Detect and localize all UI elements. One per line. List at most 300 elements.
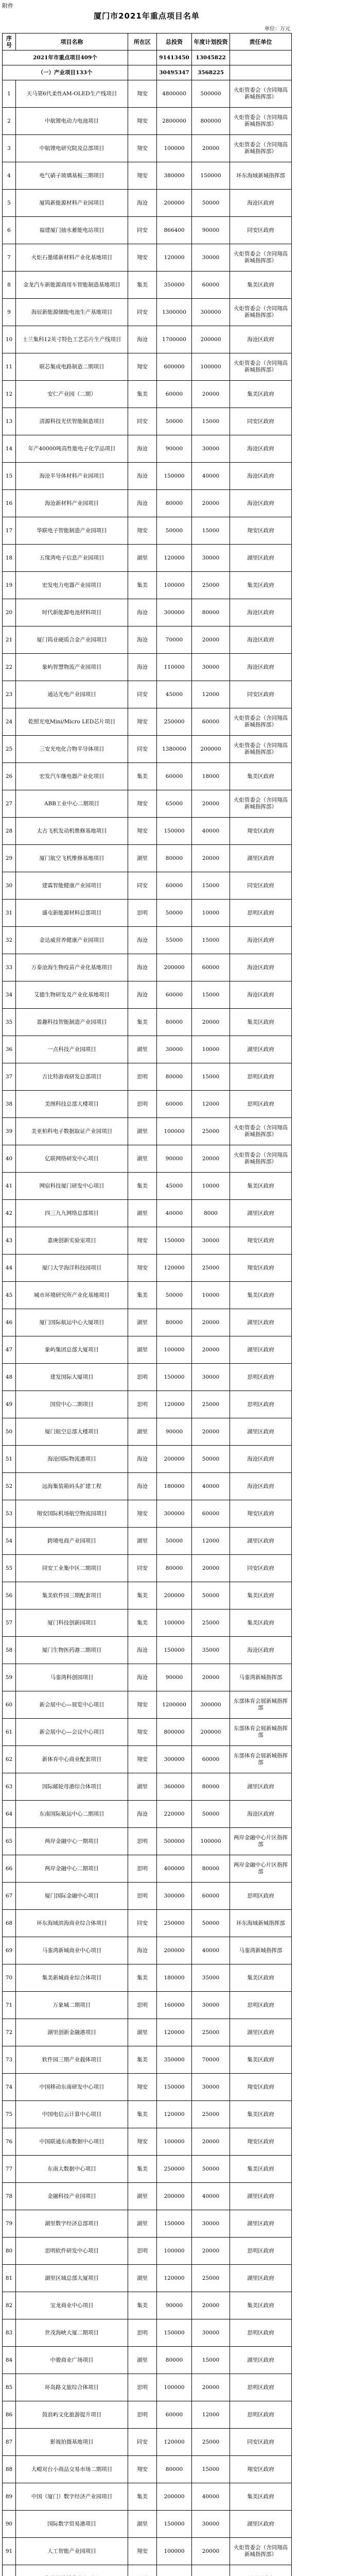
responsible-unit-cell: 同安区政府 (230, 1555, 292, 1582)
annual-investment-cell: 60000 (192, 272, 230, 299)
district-cell: 翔安 (128, 244, 157, 272)
row-number-cell: 31 (3, 900, 16, 927)
row-number-cell: 66 (3, 1855, 16, 1883)
district-cell: 湖里 (128, 2511, 157, 2538)
table-row (3, 2156, 292, 2183)
responsible-unit-cell: 集美区政府 (230, 2292, 292, 2319)
responsible-unit-cell: 湖里区政府 (230, 1528, 292, 1555)
project-name-cell: 环岛路文旅综合体项目 (16, 2374, 128, 2401)
row-number-cell: 9 (3, 299, 16, 326)
row-number-cell: 3 (3, 135, 16, 162)
district-cell: 湖里 (128, 2347, 157, 2374)
district-cell: 思明 (128, 1883, 157, 1910)
project-name-cell (16, 2565, 128, 2576)
project-name-cell: 中骏商业广场项目 (16, 2347, 128, 2374)
responsible-unit-cell: 火炬管委会（含同翔高新城指挥部） (230, 1145, 292, 1173)
summary-industry-unit (230, 65, 292, 80)
responsible-unit-cell: 湖里区政府 (230, 1309, 292, 1336)
annual-investment-cell: 25000 (192, 2101, 230, 2128)
district-cell: 翔安 (128, 2128, 157, 2156)
annual-investment-cell: 50000 (192, 190, 230, 217)
district-cell: 海沧 (128, 1664, 157, 1691)
responsible-unit-cell (230, 2565, 292, 2576)
total-investment-cell: 380000 (157, 162, 192, 190)
project-name-cell: 万象城二期项目 (16, 1992, 128, 2019)
annual-investment-cell: 60000 (192, 1883, 230, 1910)
summary-row-industry (3, 65, 292, 80)
responsible-unit-cell: 两岸金融中心片区指挥部 (230, 1855, 292, 1883)
total-investment-cell: 60000 (157, 1091, 192, 1118)
responsible-unit-cell: 火炬管委会（含同翔高新城指挥部） (230, 80, 292, 108)
project-name-cell: 世茂海峡大厦二期项目 (16, 2319, 128, 2347)
row-number-cell: 67 (3, 1883, 16, 1910)
total-investment-cell: 50000 (157, 408, 192, 435)
table-row (3, 2374, 292, 2401)
district-cell: 同安 (128, 736, 157, 763)
project-name-cell: 中国（厦门）数字经济产业园项目 (16, 2483, 128, 2511)
project-name-cell: 思明软件研发中心项目 (16, 2238, 128, 2265)
row-number-cell: 54 (3, 1528, 16, 1555)
row-number-cell: 55 (3, 1555, 16, 1582)
total-investment-cell: 110000 (157, 654, 192, 681)
total-investment-cell: 2800000 (157, 108, 192, 135)
total-investment-cell: 100000 (157, 2374, 192, 2401)
project-name-cell: 集美软件园三期配套项目 (16, 1582, 128, 1609)
district-cell: 湖里 (128, 2183, 157, 2210)
responsible-unit-cell: 海沧区政府 (230, 954, 292, 981)
table-row (3, 108, 292, 135)
responsible-unit-cell: 海沧区政府 (230, 1446, 292, 1473)
project-name-cell: 建霖智能健康产业园项目 (16, 872, 128, 900)
project-name-cell: 万泰沧海生物疫苗产业化基地项目 (16, 954, 128, 981)
table-row (3, 1637, 292, 1664)
project-name-cell: 软件园三期产业载体项目 (16, 2046, 128, 2074)
row-number-cell: 61 (3, 1719, 16, 1746)
district-cell: 翔安 (128, 1255, 157, 1282)
row-number-cell: 58 (3, 1637, 16, 1664)
row-number-cell: 72 (3, 2019, 16, 2046)
table-row (3, 162, 292, 190)
row-number-cell: 12 (3, 381, 16, 408)
responsible-unit-cell: 湖里区政府 (230, 1336, 292, 1364)
project-name-cell: 清源科技光伏智能制造项目 (16, 408, 128, 435)
annual-investment-cell: 200000 (192, 736, 230, 763)
project-name-cell: 海辰新能源储能电池生产基地项目 (16, 299, 128, 326)
project-name-cell: 中国联通东南数据中心项目 (16, 2128, 128, 2156)
responsible-unit-cell: 海沧区政府 (230, 927, 292, 954)
district-cell: 思明 (128, 1828, 157, 1855)
project-name-cell: 建发国际大厦项目 (16, 1364, 128, 1391)
annual-investment-cell: 40000 (192, 2183, 230, 2210)
project-name-cell: 金达威营养健康产业园项目 (16, 927, 128, 954)
table-row (3, 2319, 292, 2347)
annual-investment-cell: 800000 (192, 108, 230, 135)
annual-investment-cell: 15000 (192, 517, 230, 545)
total-investment-cell: 60000 (157, 763, 192, 790)
table-row (3, 1964, 292, 1992)
annual-investment-cell: 15000 (192, 2347, 230, 2374)
annual-investment-cell: 70000 (192, 2046, 230, 2074)
table-row (3, 353, 292, 381)
annual-investment-cell: 60000 (192, 708, 230, 736)
total-investment-cell: 250000 (157, 708, 192, 736)
table-row (3, 1719, 292, 1746)
row-number-cell: 50 (3, 1418, 16, 1446)
annual-investment-cell: 20000 (192, 1145, 230, 1173)
unit-note: 单位：万元 (265, 26, 290, 32)
row-number-cell: 5 (3, 190, 16, 217)
project-name-cell: 厦门航空飞机维修基地项目 (16, 845, 128, 872)
total-investment-cell: 4800000 (157, 80, 192, 108)
district-cell: 集美 (128, 1173, 157, 1200)
responsible-unit-cell: 海沧区政府 (230, 1801, 292, 1828)
total-investment-cell: 150000 (157, 818, 192, 845)
total-investment-cell: 866400 (157, 217, 192, 244)
district-cell: 翔安 (128, 1500, 157, 1528)
row-number-cell: 27 (3, 790, 16, 818)
total-investment-cell: 100000 (157, 572, 192, 599)
project-name-cell: 华联电子智能制造产业园项目 (16, 517, 128, 545)
table-row (3, 1418, 292, 1446)
responsible-unit-cell: 湖里区政府 (230, 2183, 292, 2210)
responsible-unit-cell: 海沧区政府 (230, 490, 292, 517)
responsible-unit-cell: 火炬管委会（含同翔高新城指挥部） (230, 790, 292, 818)
table-row (3, 2265, 292, 2292)
table-row (3, 2101, 292, 2128)
table-row (3, 135, 292, 162)
table-row (3, 2483, 292, 2511)
table-row (3, 463, 292, 490)
header-total: 总投资 (157, 33, 192, 50)
project-name-cell: 安仁产业园（二期） (16, 381, 128, 408)
row-number-cell: 33 (3, 954, 16, 981)
row-number-cell: 15 (3, 463, 16, 490)
responsible-unit-cell: 集美区政府 (230, 1964, 292, 1992)
total-investment-cell: 100000 (157, 1118, 192, 1145)
district-cell: 湖里 (128, 1309, 157, 1336)
annual-investment-cell: 40000 (192, 463, 230, 490)
responsible-unit-cell: 火炬管委会（含同翔高新城指挥部） (230, 1118, 292, 1145)
district-cell: 翔安 (128, 353, 157, 381)
total-investment-cell: 90000 (157, 1418, 192, 1446)
row-number-cell: 30 (3, 872, 16, 900)
header-annual: 年度计划投资 (192, 33, 230, 50)
total-investment-cell: 90000 (157, 435, 192, 463)
annual-investment-cell: 300000 (192, 299, 230, 326)
total-investment-cell: 50000 (157, 900, 192, 927)
row-number-cell: 73 (3, 2046, 16, 2074)
total-investment-cell: 100000 (157, 2538, 192, 2565)
total-investment-cell: 120000 (157, 2265, 192, 2292)
table-row (3, 1609, 292, 1637)
annual-investment-cell: 500000 (192, 80, 230, 108)
table-row (3, 1227, 292, 1255)
district-cell: 思明 (128, 2319, 157, 2347)
header-unit: 责任单位 (230, 33, 292, 50)
row-number-cell: 41 (3, 1173, 16, 1200)
summary-industry-district (128, 65, 157, 80)
table-row (3, 845, 292, 872)
row-number-cell: 83 (3, 2319, 16, 2347)
annual-investment-cell: 80000 (192, 1773, 230, 1801)
responsible-unit-cell: 翔安区政府 (230, 1500, 292, 1528)
table-row (3, 1937, 292, 1964)
project-name-cell: 盈趣科技智能制造产业园项目 (16, 1009, 128, 1036)
table-row (3, 326, 292, 353)
annual-investment-cell: 10000 (192, 900, 230, 927)
annual-investment-cell: 50000 (192, 1446, 230, 1473)
total-investment-cell: 100000 (157, 1609, 192, 1637)
total-investment-cell: 250000 (157, 2156, 192, 2183)
responsible-unit-cell: 思明区政府 (230, 1992, 292, 2019)
district-cell: 同安 (128, 217, 157, 244)
table-row (3, 1336, 292, 1364)
annual-investment-cell: 12000 (192, 1528, 230, 1555)
row-number-cell: 39 (3, 1118, 16, 1145)
responsible-unit-cell: 火炬管委会（含同翔高新城指挥部） (230, 135, 292, 162)
district-cell: 湖里 (128, 2265, 157, 2292)
table-row (3, 435, 292, 463)
project-name-cell: 集美新城商业综合体项目 (16, 1964, 128, 1992)
district-cell: 翔安 (128, 2456, 157, 2483)
project-name-cell: 网宿科技厦门研发中心项目 (16, 1173, 128, 1200)
row-number-cell: 57 (3, 1609, 16, 1637)
row-number-cell: 77 (3, 2156, 16, 2183)
header-row (3, 33, 292, 50)
district-cell: 思明 (128, 2238, 157, 2265)
project-name-cell: 金龙汽车新能源商用车智能制造基地项目 (16, 272, 128, 299)
row-number-cell: 80 (3, 2238, 16, 2265)
annual-investment-cell: 30000 (192, 1992, 230, 2019)
total-investment-cell: 220000 (157, 1801, 192, 1828)
district-cell: 同安 (128, 1555, 157, 1582)
total-investment-cell: 40000 (157, 1200, 192, 1227)
district-cell: 海沧 (128, 1637, 157, 1664)
total-investment-cell (157, 2565, 192, 2576)
annual-investment-cell: 20000 (192, 2128, 230, 2156)
total-investment-cell: 120000 (157, 1255, 192, 1282)
responsible-unit-cell: 同安区政府 (230, 217, 292, 244)
row-number-cell: 10 (3, 326, 16, 353)
project-name-cell: 太古飞机发动机维修基地项目 (16, 818, 128, 845)
annual-investment-cell: 20000 (192, 1418, 230, 1446)
project-name-cell: 宏发电力电器产业园项目 (16, 572, 128, 599)
responsible-unit-cell: 海沧区政府 (230, 1637, 292, 1664)
project-name-cell: 中国移动东南研发中心项目 (16, 2074, 128, 2101)
responsible-unit-cell: 湖里区政府 (230, 1036, 292, 1063)
table-body (3, 50, 292, 2576)
summary-all-total: 91413450 (157, 50, 192, 65)
total-investment-cell: 400000 (157, 1855, 192, 1883)
table-row (3, 872, 292, 900)
row-number-cell: 82 (3, 2292, 16, 2319)
total-investment-cell: 300000 (157, 1746, 192, 1773)
annual-investment-cell: 15000 (192, 408, 230, 435)
table-row (3, 1746, 292, 1773)
table-row (3, 1582, 292, 1609)
total-investment-cell: 120000 (157, 2429, 192, 2456)
project-name-cell: 马銮湾科创园项目 (16, 1664, 128, 1691)
annual-investment-cell: 300000 (192, 1691, 230, 1719)
annual-investment-cell: 20000 (192, 845, 230, 872)
table-row (3, 1009, 292, 1036)
district-cell: 集美 (128, 2156, 157, 2183)
total-investment-cell: 120000 (157, 1391, 192, 1418)
project-name-cell: 厦门航空总部大楼项目 (16, 1418, 128, 1446)
project-name-cell: 翔安国际机场航空物流园项目 (16, 1500, 128, 1528)
table-row (3, 927, 292, 954)
total-investment-cell: 200000 (157, 2483, 192, 2511)
header-name: 项目名称 (16, 33, 128, 50)
district-cell: 思明 (128, 2401, 157, 2429)
district-cell: 湖里 (128, 1418, 157, 1446)
row-number-cell: 63 (3, 1773, 16, 1801)
total-investment-cell: 200000 (157, 2183, 192, 2210)
responsible-unit-cell: 海沧区政府 (230, 599, 292, 626)
table-row (3, 2292, 292, 2319)
project-name-cell: 东南大数据中心项目 (16, 2156, 128, 2183)
district-cell: 海沧 (128, 927, 157, 954)
row-number-cell: 19 (3, 572, 16, 599)
total-investment-cell: 120000 (157, 545, 192, 572)
district-cell: 集美 (128, 2046, 157, 2074)
district-cell: 集美 (128, 1009, 157, 1036)
responsible-unit-cell: 思明区政府 (230, 900, 292, 927)
project-name-cell: 乾照光电Mini/Micro LED芯片项目 (16, 708, 128, 736)
project-name-cell: 厦门钨业硬质合金产业园项目 (16, 626, 128, 654)
district-cell: 湖里 (128, 1773, 157, 1801)
row-number-cell: 28 (3, 818, 16, 845)
summary-all-unit (230, 50, 292, 65)
responsible-unit-cell: 东部体育会展新城指挥部 (230, 1719, 292, 1746)
responsible-unit-cell: 海沧区政府 (230, 626, 292, 654)
project-name-cell: 海沧半导体材料产业园项目 (16, 463, 128, 490)
row-number-cell: 25 (3, 736, 16, 763)
district-cell: 翔安 (128, 108, 157, 135)
annual-investment-cell: 20000 (192, 790, 230, 818)
responsible-unit-cell: 湖里区政府 (230, 2210, 292, 2238)
district-cell: 海沧 (128, 1473, 157, 1500)
project-table (2, 33, 292, 2576)
responsible-unit-cell: 思明区政府 (230, 1883, 292, 1910)
row-number-cell: 86 (3, 2401, 16, 2429)
total-investment-cell: 1300000 (157, 299, 192, 326)
project-name-cell: 大嶝对台小商品交易市场二期项目 (16, 2456, 128, 2483)
annual-investment-cell: 20000 (192, 2374, 230, 2401)
project-name-cell: 象屿智慧物流产业园项目 (16, 654, 128, 681)
project-name-cell: 五缘湾电子信息产业园项目 (16, 545, 128, 572)
district-cell: 湖里 (128, 845, 157, 872)
project-name-cell: 厦钨新能源材料产业园项目 (16, 190, 128, 217)
annual-investment-cell: 10000 (192, 1282, 230, 1309)
project-name-cell: 湖里数字经济总部项目 (16, 2210, 128, 2238)
annual-investment-cell: 25000 (192, 572, 230, 599)
table-row (3, 1391, 292, 1418)
project-name-cell: 国际数字贸易港项目 (16, 2511, 128, 2538)
responsible-unit-cell: 集美区政府 (230, 763, 292, 790)
row-number-cell: 48 (3, 1364, 16, 1391)
row-number-cell: 23 (3, 681, 16, 708)
annual-investment-cell: 60000 (192, 1500, 230, 1528)
project-name-cell: 城市环境研究所产业化基地项目 (16, 1282, 128, 1309)
annual-investment-cell: 15000 (192, 927, 230, 954)
row-number-cell: 44 (3, 1255, 16, 1282)
table-row (3, 572, 292, 599)
summary-all-label: 2021年市重点项目409个 (3, 50, 128, 65)
district-cell: 湖里 (128, 1528, 157, 1555)
district-cell: 思明 (128, 1364, 157, 1391)
total-investment-cell: 200000 (157, 190, 192, 217)
row-number-cell (3, 2565, 16, 2576)
total-investment-cell: 30000 (157, 1036, 192, 1063)
district-cell: 翔安 (128, 162, 157, 190)
annual-investment-cell: 20000 (192, 2238, 230, 2265)
table-row (3, 790, 292, 818)
table-row (3, 1255, 292, 1282)
header-no: 序号 (3, 33, 16, 50)
table-row (3, 626, 292, 654)
total-investment-cell: 60000 (157, 872, 192, 900)
total-investment-cell: 200000 (157, 1446, 192, 1473)
total-investment-cell: 350000 (157, 272, 192, 299)
project-name-cell: 国际邮轮母港综合体项目 (16, 1773, 128, 1801)
district-cell: 翔安 (128, 1746, 157, 1773)
table-row (3, 681, 292, 708)
district-cell: 翔安 (128, 1691, 157, 1719)
annual-investment-cell: 20000 (192, 1309, 230, 1336)
summary-row-all (3, 50, 292, 65)
table-row (3, 1364, 292, 1391)
row-number-cell: 42 (3, 1200, 16, 1227)
annual-investment-cell: 25000 (192, 1255, 230, 1282)
total-investment-cell: 80000 (157, 1063, 192, 1091)
annual-investment-cell: 20000 (192, 1664, 230, 1691)
district-cell: 集美 (128, 1582, 157, 1609)
responsible-unit-cell: 火炬管委会（含同翔高新城指挥部） (230, 244, 292, 272)
responsible-unit-cell: 思明区政府 (230, 2374, 292, 2401)
row-number-cell: 20 (3, 599, 16, 626)
project-name-cell: 新会展中心—会议中心项目 (16, 1719, 128, 1746)
row-number-cell: 17 (3, 517, 16, 545)
project-name-cell: 湖里创新金融港项目 (16, 2019, 128, 2046)
district-cell: 思明 (128, 1091, 157, 1118)
table-row (3, 381, 292, 408)
responsible-unit-cell: 翔安区政府 (230, 517, 292, 545)
project-name-cell: 影视拍摄基地项目 (16, 2429, 128, 2456)
project-name-cell: 中国电信云计算中心项目 (16, 2101, 128, 2128)
project-name-cell: 新体育中心商业配套项目 (16, 1746, 128, 1773)
annual-investment-cell: 10000 (192, 1173, 230, 1200)
responsible-unit-cell: 环东海域新城指挥部 (230, 1910, 292, 1937)
responsible-unit-cell: 湖里区政府 (230, 545, 292, 572)
total-investment-cell: 50000 (157, 1528, 192, 1555)
annual-investment-cell: 20000 (192, 490, 230, 517)
row-number-cell: 6 (3, 217, 16, 244)
total-investment-cell: 60000 (157, 2401, 192, 2429)
table-row (3, 2019, 292, 2046)
annual-investment-cell: 40000 (192, 1937, 230, 1964)
annual-investment-cell: 30000 (192, 2210, 230, 2238)
row-number-cell: 13 (3, 408, 16, 435)
total-investment-cell: 50000 (157, 517, 192, 545)
table-row (3, 2128, 292, 2156)
total-investment-cell: 90000 (157, 1664, 192, 1691)
total-investment-cell: 350000 (157, 2046, 192, 2074)
project-name-cell: 士兰集科12英寸特色工艺芯片生产线项目 (16, 326, 128, 353)
annual-investment-cell: 60000 (192, 954, 230, 981)
table-row (3, 1473, 292, 1500)
annual-investment-cell: 30000 (192, 244, 230, 272)
